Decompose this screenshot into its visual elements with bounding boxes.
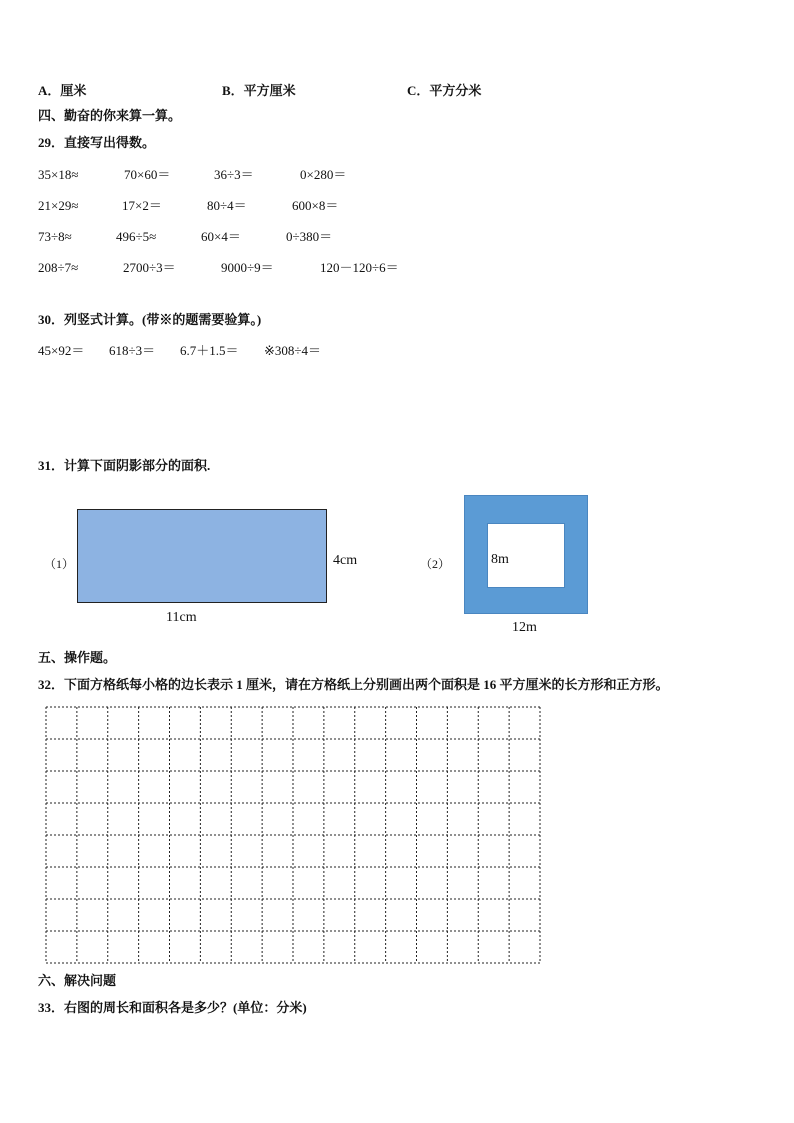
q29-r2-c1: 21×29≈	[38, 198, 79, 213]
choice-a: A．厘米	[38, 83, 87, 98]
section-6-title: 六、解决问题	[38, 973, 117, 988]
q29-r1-c3: 36÷3＝	[214, 167, 254, 182]
q29-r4-c3: 9000÷9＝	[221, 260, 274, 275]
grid-paper	[45, 706, 541, 964]
fig1-shaded-rectangle	[77, 509, 327, 603]
choice-c: C．平方分米	[407, 83, 482, 98]
q30-item-2: 618÷3＝	[109, 343, 156, 358]
q30-item-4: ※308÷4＝	[264, 343, 322, 358]
q29-r4-c2: 2700÷3＝	[123, 260, 176, 275]
q29-r2-c4: 600×8＝	[292, 198, 339, 213]
question-32-title: 32．下面方格纸每小格的边长表示 1 厘米，请在方格纸上分别画出两个面积是 16 平方厘米的长方形和正方形。	[38, 677, 669, 692]
q29-r1-c1: 35×18≈	[38, 167, 79, 182]
section-5-title: 五、操作题。	[38, 650, 117, 665]
q29-r3-c3: 60×4＝	[201, 229, 241, 244]
question-33-title: 33．右图的周长和面积各是多少？(单位：分米)	[38, 1000, 307, 1015]
question-31-title: 31．计算下面阴影部分的面积.	[38, 458, 211, 473]
question-30-title: 30．列竖式计算。(带※的题需要验算。)	[38, 312, 262, 327]
q29-r2-c3: 80÷4＝	[207, 198, 247, 213]
q29-r4-c1: 208÷7≈	[38, 260, 79, 275]
fig2-label: （2）	[420, 557, 451, 571]
choice-b: B．平方厘米	[222, 83, 296, 98]
q29-r1-c4: 0×280＝	[300, 167, 347, 182]
q29-r4-c4: 120－120÷6＝	[320, 260, 399, 275]
q30-item-1: 45×92＝	[38, 343, 85, 358]
question-29-title: 29．直接写出得数。	[38, 135, 156, 150]
q30-item-3: 6.7＋1.5＝	[180, 343, 239, 358]
q29-r1-c2: 70×60＝	[124, 167, 171, 182]
fig2-inner-label: 8m	[491, 552, 509, 567]
q29-r2-c2: 17×2＝	[122, 198, 162, 213]
fig1-label: （1）	[44, 557, 75, 571]
q29-r3-c2: 496÷5≈	[116, 229, 157, 244]
fig1-width-label: 11cm	[166, 610, 197, 625]
q29-r3-c4: 0÷380＝	[286, 229, 333, 244]
fig2-outer-label: 12m	[512, 620, 537, 635]
fig1-height-label: 4cm	[333, 553, 358, 568]
q29-r3-c1: 73÷8≈	[38, 229, 72, 244]
section-4-title: 四、勤奋的你来算一算。	[38, 108, 182, 123]
